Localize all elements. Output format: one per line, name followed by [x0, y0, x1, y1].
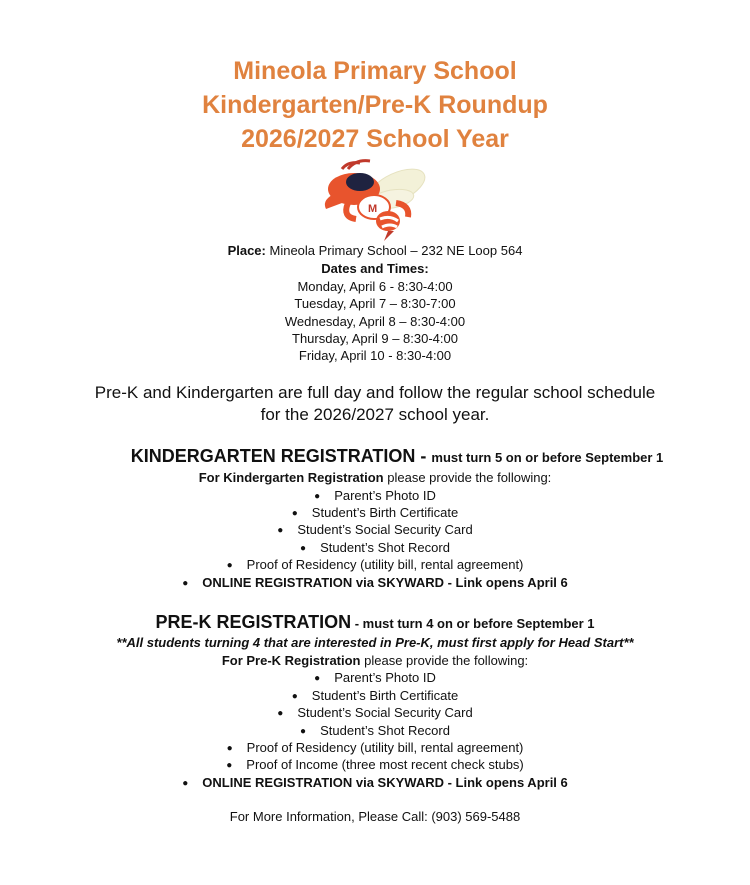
prek-provide-rest: please provide the following: — [360, 653, 529, 668]
intro-line-2: for the 2026/2027 school year. — [260, 405, 490, 424]
kinder-online-registration: ● ONLINE REGISTRATION via SKYWARD - Link opens April 6 — [0, 575, 750, 590]
prek-list-item: ● Proof of Income (three most recent check stubs) — [0, 757, 750, 772]
date-item: Tuesday, April 7 – 8:30-7:00 — [294, 296, 456, 311]
date-item: Monday, April 6 - 8:30-4:00 — [297, 279, 453, 294]
prek-requirement: - must turn 4 on or before September 1 — [351, 616, 595, 631]
event-title: Kindergarten/Pre-K Roundup — [202, 91, 548, 119]
place-label: Place: — [227, 243, 266, 258]
contact-info: For More Information, Please Call: (903) 569-5488 — [229, 809, 521, 824]
kinder-heading: KINDERGARTEN REGISTRATION - — [130, 446, 432, 466]
prek-heading: PRE-K REGISTRATION — [155, 612, 352, 632]
kinder-list-item: ● Proof of Residency (utility bill, rental agreement) — [0, 557, 750, 572]
prek-list-item: ● Student’s Birth Certificate — [0, 688, 750, 703]
kinder-requirement: must turn 5 on or before September 1 — [431, 450, 664, 465]
kinder-list-item: ● Parent’s Photo ID — [0, 488, 750, 503]
svg-text:M: M — [368, 203, 378, 215]
prek-list-item: ● Proof of Residency (utility bill, rental agreement) — [0, 740, 750, 755]
school-name: Mineola Primary School — [233, 57, 517, 85]
prek-list-item: ● Student’s Social Security Card — [0, 705, 750, 720]
intro-line-1: Pre-K and Kindergarten are full day and follow the regular school schedule — [94, 383, 656, 402]
school-year: 2026/2027 School Year — [241, 125, 509, 153]
date-item: Thursday, April 9 – 8:30-4:00 — [292, 331, 458, 346]
kinder-provide-bold: For Kindergarten Registration — [198, 470, 384, 485]
dates-heading: Dates and Times: — [321, 261, 429, 276]
place-line — [0, 243, 750, 258]
kinder-provide-line — [0, 470, 750, 485]
kinder-list-item: ● Student’s Birth Certificate — [0, 505, 750, 520]
kinder-provide-rest: please provide the following: — [383, 470, 552, 485]
prek-head-start-note: **All students turning 4 that are interested in Pre-K, must first apply for Head Start** — [116, 635, 634, 650]
kinder-heading-line — [22, 446, 750, 467]
prek-online-registration: ● ONLINE REGISTRATION via SKYWARD - Link opens April 6 — [0, 775, 750, 790]
prek-list-item: ● Student’s Shot Record — [0, 723, 750, 738]
date-item: Friday, April 10 - 8:30-4:00 — [298, 348, 452, 363]
date-item: Wednesday, April 8 – 8:30-4:00 — [284, 314, 466, 329]
place-value: Mineola Primary School – 232 NE Loop 564 — [269, 243, 523, 258]
prek-provide-bold: For Pre-K Registration — [221, 653, 361, 668]
kinder-list-item: ● Student’s Shot Record — [0, 540, 750, 555]
kinder-list-item: ● Student’s Social Security Card — [0, 522, 750, 537]
prek-list-item: ● Parent’s Photo ID — [0, 670, 750, 685]
prek-heading-line — [0, 612, 750, 633]
prek-provide-line — [0, 653, 750, 668]
hornet-mascot-icon — [312, 157, 437, 242]
